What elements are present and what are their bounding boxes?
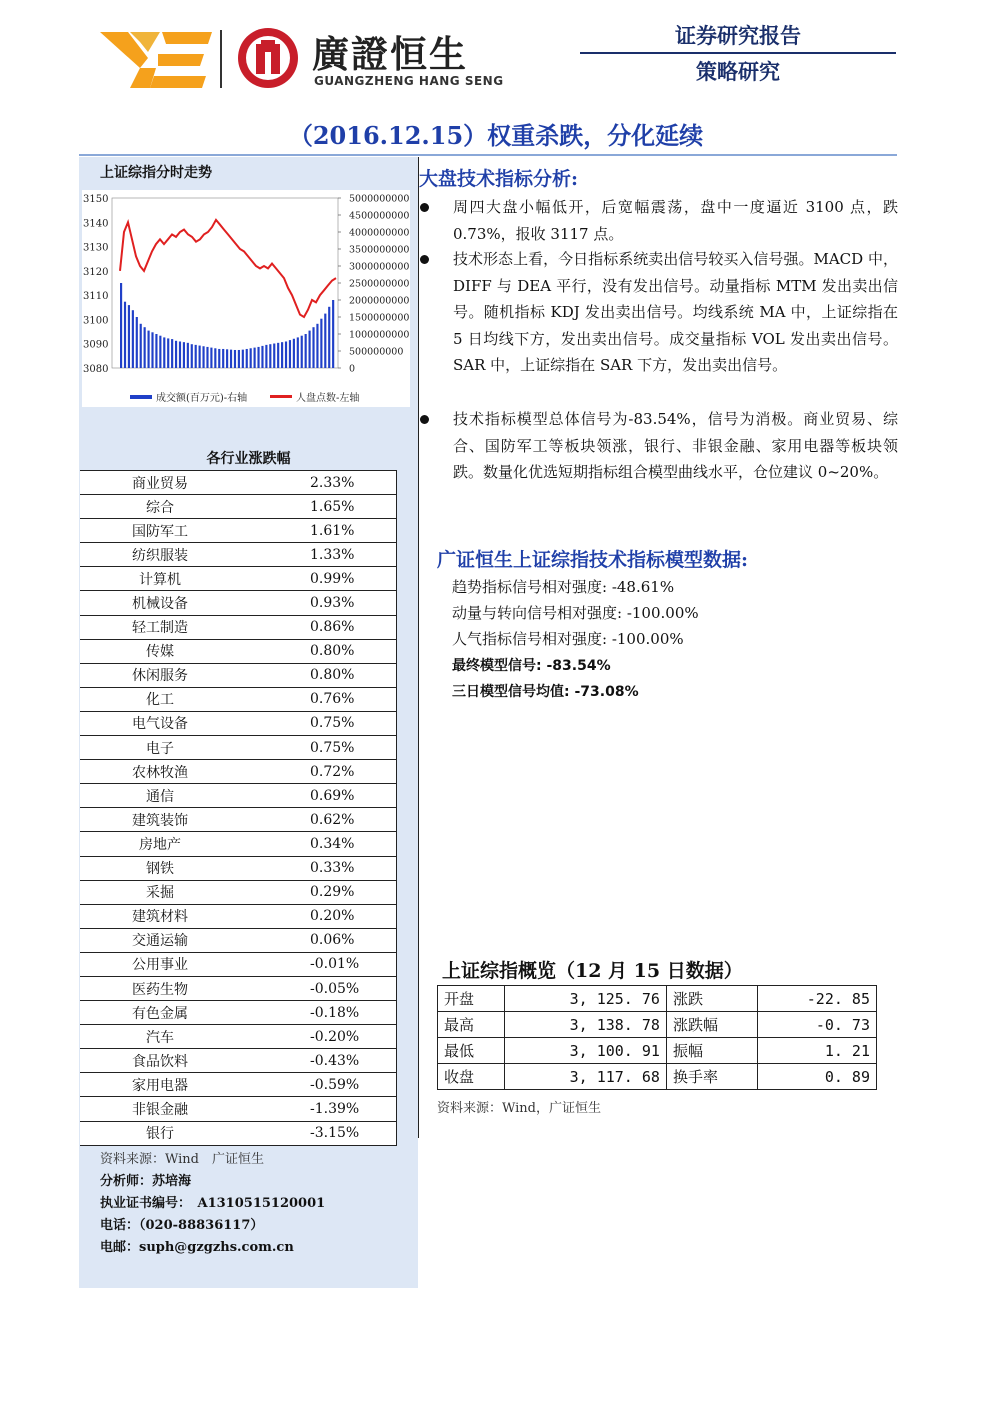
industry-row bbox=[80, 1049, 397, 1073]
industry-row bbox=[80, 880, 397, 904]
overview-heading: 上证综指概览（12 月 15 日数据） bbox=[442, 960, 743, 982]
model-final-signal: 最终模型信号: -83.54% bbox=[452, 658, 611, 674]
volume-bar bbox=[309, 331, 311, 368]
y-right-tick-label: 4000000000 bbox=[349, 227, 410, 239]
volume-bar bbox=[265, 345, 267, 368]
model-momentum-strength: 动量与转向信号相对强度: -100.00% bbox=[452, 604, 699, 622]
industry-change: 1.33% bbox=[240, 543, 397, 567]
industry-row bbox=[80, 663, 397, 687]
industry-change: 0.72% bbox=[240, 760, 397, 784]
industry-row bbox=[80, 832, 397, 856]
volume-bar bbox=[214, 348, 216, 368]
seal-icon bbox=[238, 28, 298, 88]
volume-bar bbox=[277, 343, 279, 368]
section-heading-model: 广证恒生上证综指技术指标模型数据: bbox=[437, 549, 749, 571]
industry-row bbox=[80, 856, 397, 880]
industry-change: 0.34% bbox=[240, 832, 397, 856]
overview-value: 3, 100. 91 bbox=[505, 1038, 667, 1064]
volume-bar bbox=[183, 342, 185, 368]
analyst-cert: 执业证书编号： A1310515120001 bbox=[100, 1196, 326, 1211]
overview-value: 0. 89 bbox=[757, 1064, 876, 1090]
volume-bar bbox=[293, 339, 295, 368]
industry-change: 0.75% bbox=[240, 736, 397, 760]
industry-name: 通信 bbox=[80, 784, 240, 808]
overview-source: 资料来源：Wind，广证恒生 bbox=[437, 1101, 601, 1116]
industry-change: 0.86% bbox=[240, 615, 397, 639]
industry-name: 交通运输 bbox=[80, 928, 240, 952]
y-left-tick-label: 3100 bbox=[83, 315, 109, 327]
industry-name: 休闲服务 bbox=[80, 663, 240, 687]
volume-bar bbox=[202, 346, 204, 368]
volume-bar bbox=[320, 319, 322, 368]
legend-label-index: 人盘点数-左轴 bbox=[296, 393, 360, 404]
volume-bar bbox=[218, 349, 220, 368]
volume-bar bbox=[128, 305, 130, 368]
industry-name: 电子 bbox=[80, 736, 240, 760]
volume-bar bbox=[120, 283, 122, 368]
model-trend-strength: 趋势指标信号相对强度: -48.61% bbox=[452, 578, 675, 596]
industry-change: 0.29% bbox=[240, 880, 397, 904]
industry-row bbox=[80, 1121, 397, 1145]
bullet-text: 技术形态上看，今日指标系统卖出信号较买入信号强。MACD 中，DIFF 与 DEA 平行，没有发出信号。动量指标 MTM 发出卖出信号。随机指标 KDJ 发出卖出信号。均线系统 MA 中，上证综指在 5 日均线下方，发出卖出信号。成交量指标 VOL 发出卖出信号。SAR 中，上证综指在 SAR 下方，发出卖出信号。 bbox=[453, 250, 898, 374]
volume-bar bbox=[328, 307, 330, 368]
overview-value: 3, 117. 68 bbox=[505, 1064, 667, 1090]
report-type: 证券研究报告 bbox=[675, 24, 801, 48]
model-sentiment-strength: 人气指标信号相对强度: -100.00% bbox=[452, 630, 684, 648]
industry-row bbox=[80, 1001, 397, 1025]
industry-row bbox=[80, 976, 397, 1000]
volume-bar bbox=[175, 341, 177, 368]
y-right-tick-label: 3500000000 bbox=[349, 244, 410, 256]
volume-bar bbox=[222, 349, 224, 368]
y-right-tick-label: 1000000000 bbox=[349, 329, 410, 341]
industry-row bbox=[80, 639, 397, 663]
y-right-tick-label: 3000000000 bbox=[349, 261, 410, 273]
title-rule bbox=[79, 154, 897, 156]
volume-bar bbox=[140, 324, 142, 368]
y-right-tick-label: 1500000000 bbox=[349, 312, 410, 324]
logo-separator bbox=[220, 30, 222, 88]
bullet-text: 周四大盘小幅低开，后宽幅震荡，盘中一度逼近 3100 点，跌 0.73%，报收 3117 点。 bbox=[453, 198, 898, 243]
volume-bar bbox=[179, 341, 181, 368]
y-left-tick-label: 3130 bbox=[83, 242, 109, 254]
industry-change: 0.69% bbox=[240, 784, 397, 808]
industry-change: -1.39% bbox=[240, 1097, 397, 1121]
industry-name: 轻工制造 bbox=[80, 615, 240, 639]
industry-name: 建筑装饰 bbox=[80, 808, 240, 832]
industry-name: 食品饮料 bbox=[80, 1049, 240, 1073]
industry-row bbox=[80, 567, 397, 591]
y-left-tick-label: 3090 bbox=[83, 339, 109, 351]
volume-bar bbox=[305, 334, 307, 368]
y-left-tick-label: 3140 bbox=[83, 218, 109, 230]
volume-bar bbox=[159, 336, 161, 368]
industry-change: -0.43% bbox=[240, 1049, 397, 1073]
industry-table-edge bbox=[396, 470, 397, 1146]
analyst-name: 分析师：苏培海 bbox=[100, 1174, 192, 1189]
intraday-chart-svg bbox=[82, 190, 410, 407]
industry-change: 0.76% bbox=[240, 687, 397, 711]
industry-row bbox=[80, 1025, 397, 1049]
industry-change: 2.33% bbox=[240, 471, 397, 495]
industry-change: 0.33% bbox=[240, 856, 397, 880]
model-three-day-average: 三日模型信号均值: -73.08% bbox=[452, 684, 639, 700]
y-left-tick-label: 3150 bbox=[83, 194, 109, 205]
volume-bar bbox=[195, 345, 197, 368]
industry-change: 0.75% bbox=[240, 711, 397, 735]
volume-bar bbox=[171, 339, 173, 368]
y-right-tick-label: 0 bbox=[349, 363, 356, 375]
overview-row bbox=[438, 1064, 877, 1090]
y-right-tick-label: 2500000000 bbox=[349, 278, 410, 290]
y-left-tick-label: 3110 bbox=[83, 291, 109, 303]
volume-bar bbox=[324, 314, 326, 368]
volume-bar bbox=[301, 336, 303, 368]
industry-row bbox=[80, 904, 397, 928]
overview-row bbox=[438, 986, 877, 1012]
industry-change: 1.65% bbox=[240, 495, 397, 519]
plot-area bbox=[112, 198, 338, 368]
volume-bar bbox=[155, 334, 157, 368]
industry-name: 电气设备 bbox=[80, 711, 240, 735]
volume-bar bbox=[246, 349, 248, 368]
industry-name: 综合 bbox=[80, 495, 240, 519]
volume-bar bbox=[191, 344, 193, 368]
volume-bar bbox=[187, 343, 189, 368]
overview-value: 3, 125. 76 bbox=[505, 986, 667, 1012]
industry-name: 有色金属 bbox=[80, 1001, 240, 1025]
overview-label: 收盘 bbox=[438, 1064, 505, 1090]
index-overview-table bbox=[437, 985, 877, 1090]
overview-label: 振幅 bbox=[666, 1038, 757, 1064]
column-divider bbox=[418, 157, 419, 1138]
overview-row bbox=[438, 1012, 877, 1038]
volume-bar bbox=[132, 310, 134, 368]
bullet-icon bbox=[420, 255, 429, 264]
volume-bar bbox=[226, 349, 228, 368]
volume-bar bbox=[167, 338, 169, 368]
industry-change: -0.05% bbox=[240, 976, 397, 1000]
volume-bar bbox=[238, 350, 240, 368]
industry-name: 汽车 bbox=[80, 1025, 240, 1049]
industry-name: 家用电器 bbox=[80, 1073, 240, 1097]
analyst-email[interactable]: 电邮：suph@gzgzhs.com.cn bbox=[100, 1240, 294, 1255]
chart-title: 上证综指分时走势 bbox=[100, 165, 212, 181]
ye-logo-icon bbox=[100, 28, 212, 90]
section-heading-technical: 大盘技术指标分析: bbox=[419, 168, 579, 190]
volume-bar bbox=[332, 300, 334, 368]
volume-bar bbox=[163, 337, 165, 368]
industry-change: 0.99% bbox=[240, 567, 397, 591]
volume-bar bbox=[242, 350, 244, 368]
overview-label: 最高 bbox=[438, 1012, 505, 1038]
industry-row bbox=[80, 952, 397, 976]
volume-bar bbox=[273, 344, 275, 368]
overview-value: 3, 138. 78 bbox=[505, 1012, 667, 1038]
industry-change: 0.62% bbox=[240, 808, 397, 832]
industry-name: 农林牧渔 bbox=[80, 760, 240, 784]
industry-name: 公用事业 bbox=[80, 952, 240, 976]
industry-name: 采掘 bbox=[80, 880, 240, 904]
company-logo bbox=[100, 22, 530, 96]
volume-bar bbox=[261, 346, 263, 368]
volume-bar bbox=[285, 341, 287, 368]
volume-bar bbox=[124, 302, 126, 368]
volume-bar bbox=[312, 327, 314, 368]
industry-row bbox=[80, 1073, 397, 1097]
report-title: （2016.12.15）权重杀跌，分化延续 bbox=[288, 121, 704, 150]
bullet-icon bbox=[420, 415, 429, 424]
volume-bar bbox=[257, 347, 259, 368]
overview-label: 涨跌幅 bbox=[666, 1012, 757, 1038]
industry-change: 0.80% bbox=[240, 663, 397, 687]
overview-label: 开盘 bbox=[438, 986, 505, 1012]
industry-change: -3.15% bbox=[240, 1121, 397, 1145]
volume-bar bbox=[210, 348, 212, 368]
industry-change: -0.18% bbox=[240, 1001, 397, 1025]
industry-change: 0.20% bbox=[240, 904, 397, 928]
legend-label-volume: 成交额(百万元)-右轴 bbox=[156, 393, 248, 404]
overview-label: 最低 bbox=[438, 1038, 505, 1064]
y-left-tick-label: 3120 bbox=[83, 266, 109, 278]
industry-name: 计算机 bbox=[80, 567, 240, 591]
y-right-tick-label: 4500000000 bbox=[349, 210, 410, 222]
industry-row bbox=[80, 471, 397, 495]
volume-bar bbox=[230, 350, 232, 368]
volume-bar bbox=[254, 348, 256, 368]
volume-bar bbox=[136, 317, 138, 368]
industry-change: -0.59% bbox=[240, 1073, 397, 1097]
bullet-item bbox=[420, 194, 898, 247]
industry-name: 房地产 bbox=[80, 832, 240, 856]
bullet-item bbox=[420, 406, 898, 486]
volume-bar bbox=[281, 342, 283, 368]
industry-row bbox=[80, 784, 397, 808]
volume-bar bbox=[289, 340, 291, 368]
industry-change: 0.93% bbox=[240, 591, 397, 615]
y-right-tick-label: 500000000 bbox=[349, 346, 404, 358]
header-rule bbox=[580, 52, 896, 54]
industry-row bbox=[80, 760, 397, 784]
industry-name: 国防军工 bbox=[80, 519, 240, 543]
industry-row bbox=[80, 736, 397, 760]
volume-bar bbox=[199, 346, 201, 368]
industry-table-title: 各行业涨跌幅 bbox=[206, 451, 291, 467]
industry-name: 商业贸易 bbox=[80, 471, 240, 495]
volume-bar bbox=[297, 337, 299, 368]
overview-value: -22. 85 bbox=[757, 986, 876, 1012]
volume-bar bbox=[144, 327, 146, 368]
report-category: 策略研究 bbox=[696, 60, 780, 84]
bullet-item bbox=[420, 246, 898, 379]
legend-swatch-index bbox=[270, 395, 292, 398]
industry-name: 建筑材料 bbox=[80, 904, 240, 928]
industry-name: 传媒 bbox=[80, 639, 240, 663]
industry-row bbox=[80, 591, 397, 615]
industry-row bbox=[80, 808, 397, 832]
overview-value: 1. 21 bbox=[757, 1038, 876, 1064]
bullet-icon bbox=[420, 203, 429, 212]
overview-label: 涨跌 bbox=[666, 986, 757, 1012]
volume-bar bbox=[206, 347, 208, 368]
industry-row bbox=[80, 711, 397, 735]
industry-name: 机械设备 bbox=[80, 591, 240, 615]
industry-change: -0.20% bbox=[240, 1025, 397, 1049]
brand-name-en: GUANGZHENG HANG SENG bbox=[314, 74, 504, 88]
industry-row bbox=[80, 519, 397, 543]
y-right-tick-label: 2000000000 bbox=[349, 295, 410, 307]
volume-bar bbox=[234, 350, 236, 368]
analyst-phone: 电话：（020-88836117） bbox=[100, 1218, 264, 1233]
y-right-tick-label: 5000000000 bbox=[349, 193, 410, 205]
industry-row bbox=[80, 1097, 397, 1121]
volume-bar bbox=[316, 324, 318, 368]
industry-name: 钢铁 bbox=[80, 856, 240, 880]
industry-table bbox=[80, 470, 397, 1146]
bullet-text: 技术指标模型总体信号为-83.54%，信号为消极。商业贸易、综合、国防军工等板块领涨，银行、非银金融、家用电器等板块领跌。数量化优选短期指标组合模型曲线水平，仓位建议 0~20%。 bbox=[453, 410, 898, 481]
volume-bar bbox=[269, 344, 271, 368]
industry-name: 纺织服装 bbox=[80, 543, 240, 567]
chart-source: 资料来源：Wind 广证恒生 bbox=[100, 1152, 264, 1167]
industry-change: 1.61% bbox=[240, 519, 397, 543]
industry-name: 非银金融 bbox=[80, 1097, 240, 1121]
industry-change: 0.80% bbox=[240, 639, 397, 663]
industry-name: 医药生物 bbox=[80, 976, 240, 1000]
intraday-chart bbox=[82, 190, 410, 407]
overview-label: 换手率 bbox=[666, 1064, 757, 1090]
industry-row bbox=[80, 543, 397, 567]
industry-row bbox=[80, 687, 397, 711]
overview-value: -0. 73 bbox=[757, 1012, 876, 1038]
industry-name: 银行 bbox=[80, 1121, 240, 1145]
brand-name-cn: 廣證恒生 bbox=[312, 33, 468, 76]
industry-name: 化工 bbox=[80, 687, 240, 711]
volume-bar bbox=[151, 332, 153, 368]
y-left-tick-label: 3080 bbox=[83, 364, 109, 375]
overview-row bbox=[438, 1038, 877, 1064]
industry-row bbox=[80, 615, 397, 639]
industry-row bbox=[80, 495, 397, 519]
industry-change: 0.06% bbox=[240, 928, 397, 952]
volume-bar bbox=[250, 348, 252, 368]
industry-change: -0.01% bbox=[240, 952, 397, 976]
industry-row bbox=[80, 928, 397, 952]
volume-bar bbox=[147, 331, 149, 368]
legend-swatch-volume bbox=[130, 395, 152, 399]
